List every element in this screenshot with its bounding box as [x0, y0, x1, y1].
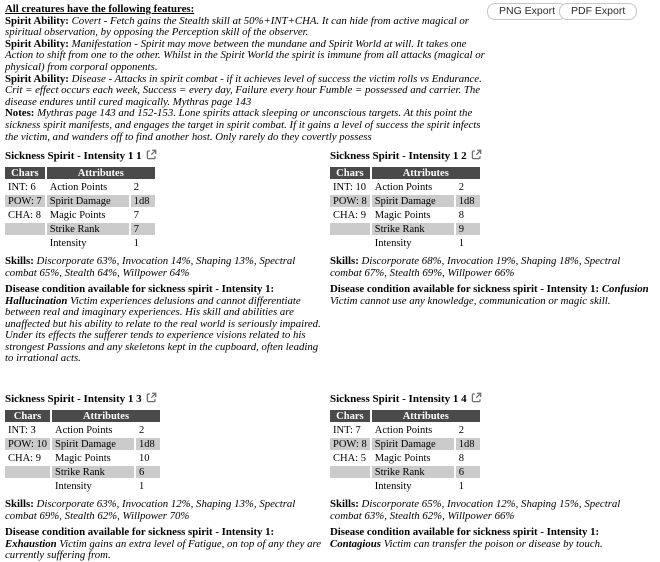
char-cell: POW: 10 [5, 438, 50, 450]
table-row [330, 237, 480, 249]
external-link-icon[interactable] [146, 392, 157, 407]
external-link-icon[interactable] [471, 149, 482, 164]
stats-table [3, 408, 162, 494]
char-cell [5, 223, 45, 235]
char-cell: CHA: 9 [333, 209, 366, 221]
attributes-header: Attributes [372, 410, 480, 422]
disease-name: Hallucination [5, 294, 68, 307]
char-cell: INT: 7 [333, 424, 361, 436]
char-cell [330, 466, 370, 478]
statblock-title-text: Sickness Spirit - Intensity 1 4 [330, 393, 467, 405]
chars-header: Chars [5, 167, 45, 179]
statblock-title-text: Sickness Spirit - Intensity 1 1 [5, 150, 142, 162]
char-cell: INT: 10 [333, 181, 367, 193]
value-cell: 8 [458, 452, 464, 464]
char-cell [5, 480, 50, 492]
attr-cell: Intensity [49, 237, 87, 249]
value-cell: 2 [139, 424, 145, 436]
feature-text: Covert - Fetch gains the Stealth skill at 50%+INT+CHA. It can hide from active magical or spiritual observation, by opposing the Perception skill of the observer. [5, 14, 469, 39]
attr-cell: Intensity [374, 480, 412, 492]
disease-label: Disease condition available for sickness spirit - Intensity 1: [330, 283, 600, 295]
statblock-title [330, 392, 652, 407]
feature-label: Spirit Ability: [5, 72, 69, 85]
statblock-title [5, 149, 327, 164]
disease-text: Victim cannot use any knowledge, communication or magic skill. [330, 294, 611, 307]
table-row [5, 209, 155, 221]
skills-line [330, 256, 652, 279]
table-row [5, 424, 160, 436]
value-cell: 1d8 [131, 195, 155, 207]
statblock-title-text: Sickness Spirit - Intensity 1 2 [330, 150, 467, 162]
attr-cell: Spirit Damage [372, 195, 454, 207]
skills-text: Discorporate 65%, Invocation 12%, Shaping 15%, Spectral combat 63%, Stealth 62%, Willpower 66% [330, 498, 621, 522]
skills-label: Skills: [330, 498, 359, 510]
feature-text: Mythras page 143 and 152-153. Lone spirits attack sleeping or unconscious targets. At this point the sickness spirit manifests, and engages the target in spirit combat. If it gains a level of success the spirit infects the victim, and wanders off to find another host. Only rarely do they covertly possess [5, 107, 481, 143]
attr-cell: Intensity [55, 480, 92, 492]
attr-cell: Magic Points [49, 209, 106, 221]
disease-label: Disease condition available for sickness spirit - Intensity 1: [330, 526, 600, 538]
char-cell: CHA: 8 [8, 209, 41, 221]
feature-manifestation [5, 39, 489, 74]
feature-text: Disease - Attacks in spirit combat - if it achieves level of success the victim rolls vs Endurance. Crit = effect occurs each week, Success = every day, Failure every hour Fumble = possessed and carrier. The disease endures until cured magically. Mythras page 143 [5, 72, 482, 108]
table-row [5, 452, 160, 464]
skills-label: Skills: [5, 255, 34, 267]
attr-cell: Spirit Damage [47, 195, 129, 207]
disease-line [330, 284, 652, 307]
value-cell: 1d8 [456, 438, 480, 450]
statblock-title [330, 149, 652, 164]
feature-label: Spirit Ability: [5, 37, 69, 50]
char-cell [330, 480, 370, 492]
table-row [5, 223, 155, 235]
value-cell: 10 [139, 452, 150, 464]
value-cell: 6 [456, 466, 480, 478]
disease-name: Confusion [601, 283, 649, 295]
disease-label: Disease condition available for sickness spirit - Intensity 1: [5, 283, 275, 295]
value-cell: 1 [458, 237, 464, 249]
feature-label: Notes: [5, 107, 35, 120]
skills-line [5, 499, 327, 522]
chars-header: Chars [5, 410, 50, 422]
char-cell: POW: 8 [330, 438, 370, 450]
value-cell: 2 [458, 424, 464, 436]
attributes-header: Attributes [52, 410, 160, 422]
disease-line [5, 284, 327, 365]
value-cell: 9 [456, 223, 480, 235]
disease-label: Disease condition available for sickness spirit - Intensity 1: [5, 526, 275, 538]
table-row [330, 424, 480, 436]
attr-cell: Intensity [374, 237, 412, 249]
pdf-export-button[interactable]: PDF Export [559, 3, 637, 20]
table-row [330, 181, 480, 193]
feature-label: Spirit Ability: [5, 14, 69, 27]
value-cell: 1d8 [136, 438, 160, 450]
chars-header: Chars [330, 410, 370, 422]
value-cell: 6 [136, 466, 160, 478]
value-cell: 1 [458, 480, 464, 492]
statblock-sickness-spirit-3 [5, 392, 327, 562]
table-row [330, 438, 480, 450]
attr-cell: Strike Rank [372, 223, 454, 235]
external-link-icon[interactable] [146, 149, 157, 164]
attr-cell: Spirit Damage [372, 438, 454, 450]
attributes-header: Attributes [47, 167, 155, 179]
skills-text: Discorporate 63%, Invocation 14%, Shaping 13%, Spectral combat 65%, Stealth 64%, Willpower 64% [5, 255, 296, 279]
stats-table [328, 408, 482, 494]
value-cell: 2 [458, 181, 464, 193]
table-row [5, 237, 155, 249]
char-cell [5, 466, 50, 478]
table-row [330, 466, 480, 478]
chars-header: Chars [330, 167, 370, 179]
feature-disease [5, 74, 489, 109]
table-row [330, 195, 480, 207]
disease-text: Victim can transfer the poison or disease by touch. [383, 537, 603, 550]
char-cell [5, 237, 45, 249]
char-cell: CHA: 9 [8, 452, 41, 464]
char-cell: CHA: 5 [333, 452, 366, 464]
statblock-sickness-spirit-1 [5, 149, 327, 365]
skills-line [5, 256, 327, 279]
attr-cell: Spirit Damage [52, 438, 134, 450]
external-link-icon[interactable] [471, 392, 482, 407]
attributes-header: Attributes [372, 167, 480, 179]
char-cell: INT: 6 [8, 181, 36, 193]
attr-cell: Magic Points [374, 209, 431, 221]
stats-table [328, 165, 482, 251]
disease-text: Victim experiences delusions and cannot differentiate between real and imaginary experiences. His skill and abilities are unaffected but his ability to relate to the real world is seriously impaired. Under its effects the sufferer tends to experience visions related to his strongest Passions and any skeletons kept in the cupboard, often leading to irrational acts. [5, 294, 321, 364]
disease-line [330, 527, 652, 550]
statblock-title-text: Sickness Spirit - Intensity 1 3 [5, 393, 142, 405]
table-row [330, 209, 480, 221]
table-row [330, 452, 480, 464]
char-cell: POW: 7 [5, 195, 45, 207]
feature-notes [5, 108, 489, 143]
statblock-sickness-spirit-4 [330, 392, 652, 550]
skills-text: Discorporate 63%, Invocation 12%, Shaping 13%, Spectral combat 69%, Stealth 62%, Willpower 70% [5, 498, 296, 522]
statblock-title [5, 392, 327, 407]
intro-section [5, 4, 489, 143]
feature-covert [5, 16, 489, 39]
char-cell [330, 237, 370, 249]
attr-cell: Strike Rank [372, 466, 454, 478]
value-cell: 1 [139, 480, 145, 492]
value-cell: 8 [458, 209, 464, 221]
value-cell: 1 [133, 237, 139, 249]
value-cell: 7 [131, 223, 155, 235]
skills-line [330, 499, 652, 522]
attr-cell: Magic Points [55, 452, 111, 464]
attr-cell: Action Points [374, 181, 433, 193]
table-row [330, 480, 480, 492]
attr-cell: Action Points [49, 181, 108, 193]
attr-cell: Strike Rank [47, 223, 129, 235]
attr-cell: Action Points [55, 424, 113, 436]
stats-table [3, 165, 157, 251]
feature-text: Manifestation - Spirit may move between the mundane and Spirit World at will. It takes one Action to shift from one to the other. Whilst in the Spirit World the spirit is immune from all attacks (magical or physical) from corporal opponents. [5, 37, 485, 73]
skills-label: Skills: [330, 255, 359, 267]
table-row [5, 480, 160, 492]
table-row [5, 466, 160, 478]
char-cell: INT: 3 [8, 424, 36, 436]
char-cell [330, 223, 370, 235]
statblock-sickness-spirit-2 [330, 149, 652, 307]
intro-heading: All creatures have the following features: [5, 3, 195, 15]
disease-name: Contagious [330, 537, 382, 550]
png-export-button[interactable]: PNG Export [487, 3, 567, 20]
table-row [330, 223, 480, 235]
attr-cell: Action Points [374, 424, 433, 436]
disease-name: Exhaustion [5, 537, 57, 550]
char-cell: POW: 8 [330, 195, 370, 207]
table-row [5, 438, 160, 450]
value-cell: 7 [133, 209, 139, 221]
skills-label: Skills: [5, 498, 34, 510]
attr-cell: Strike Rank [52, 466, 134, 478]
skills-text: Discorporate 68%, Invocation 19%, Shaping 18%, Spectral combat 67%, Stealth 69%, Willpower 66% [330, 255, 621, 279]
disease-line [5, 527, 327, 562]
value-cell: 2 [133, 181, 139, 193]
table-row [5, 181, 155, 193]
table-row [5, 195, 155, 207]
attr-cell: Magic Points [374, 452, 431, 464]
value-cell: 1d8 [456, 195, 480, 207]
disease-text: Victim gains an extra level of Fatigue, on top of any they are currently suffering from. [5, 537, 322, 561]
